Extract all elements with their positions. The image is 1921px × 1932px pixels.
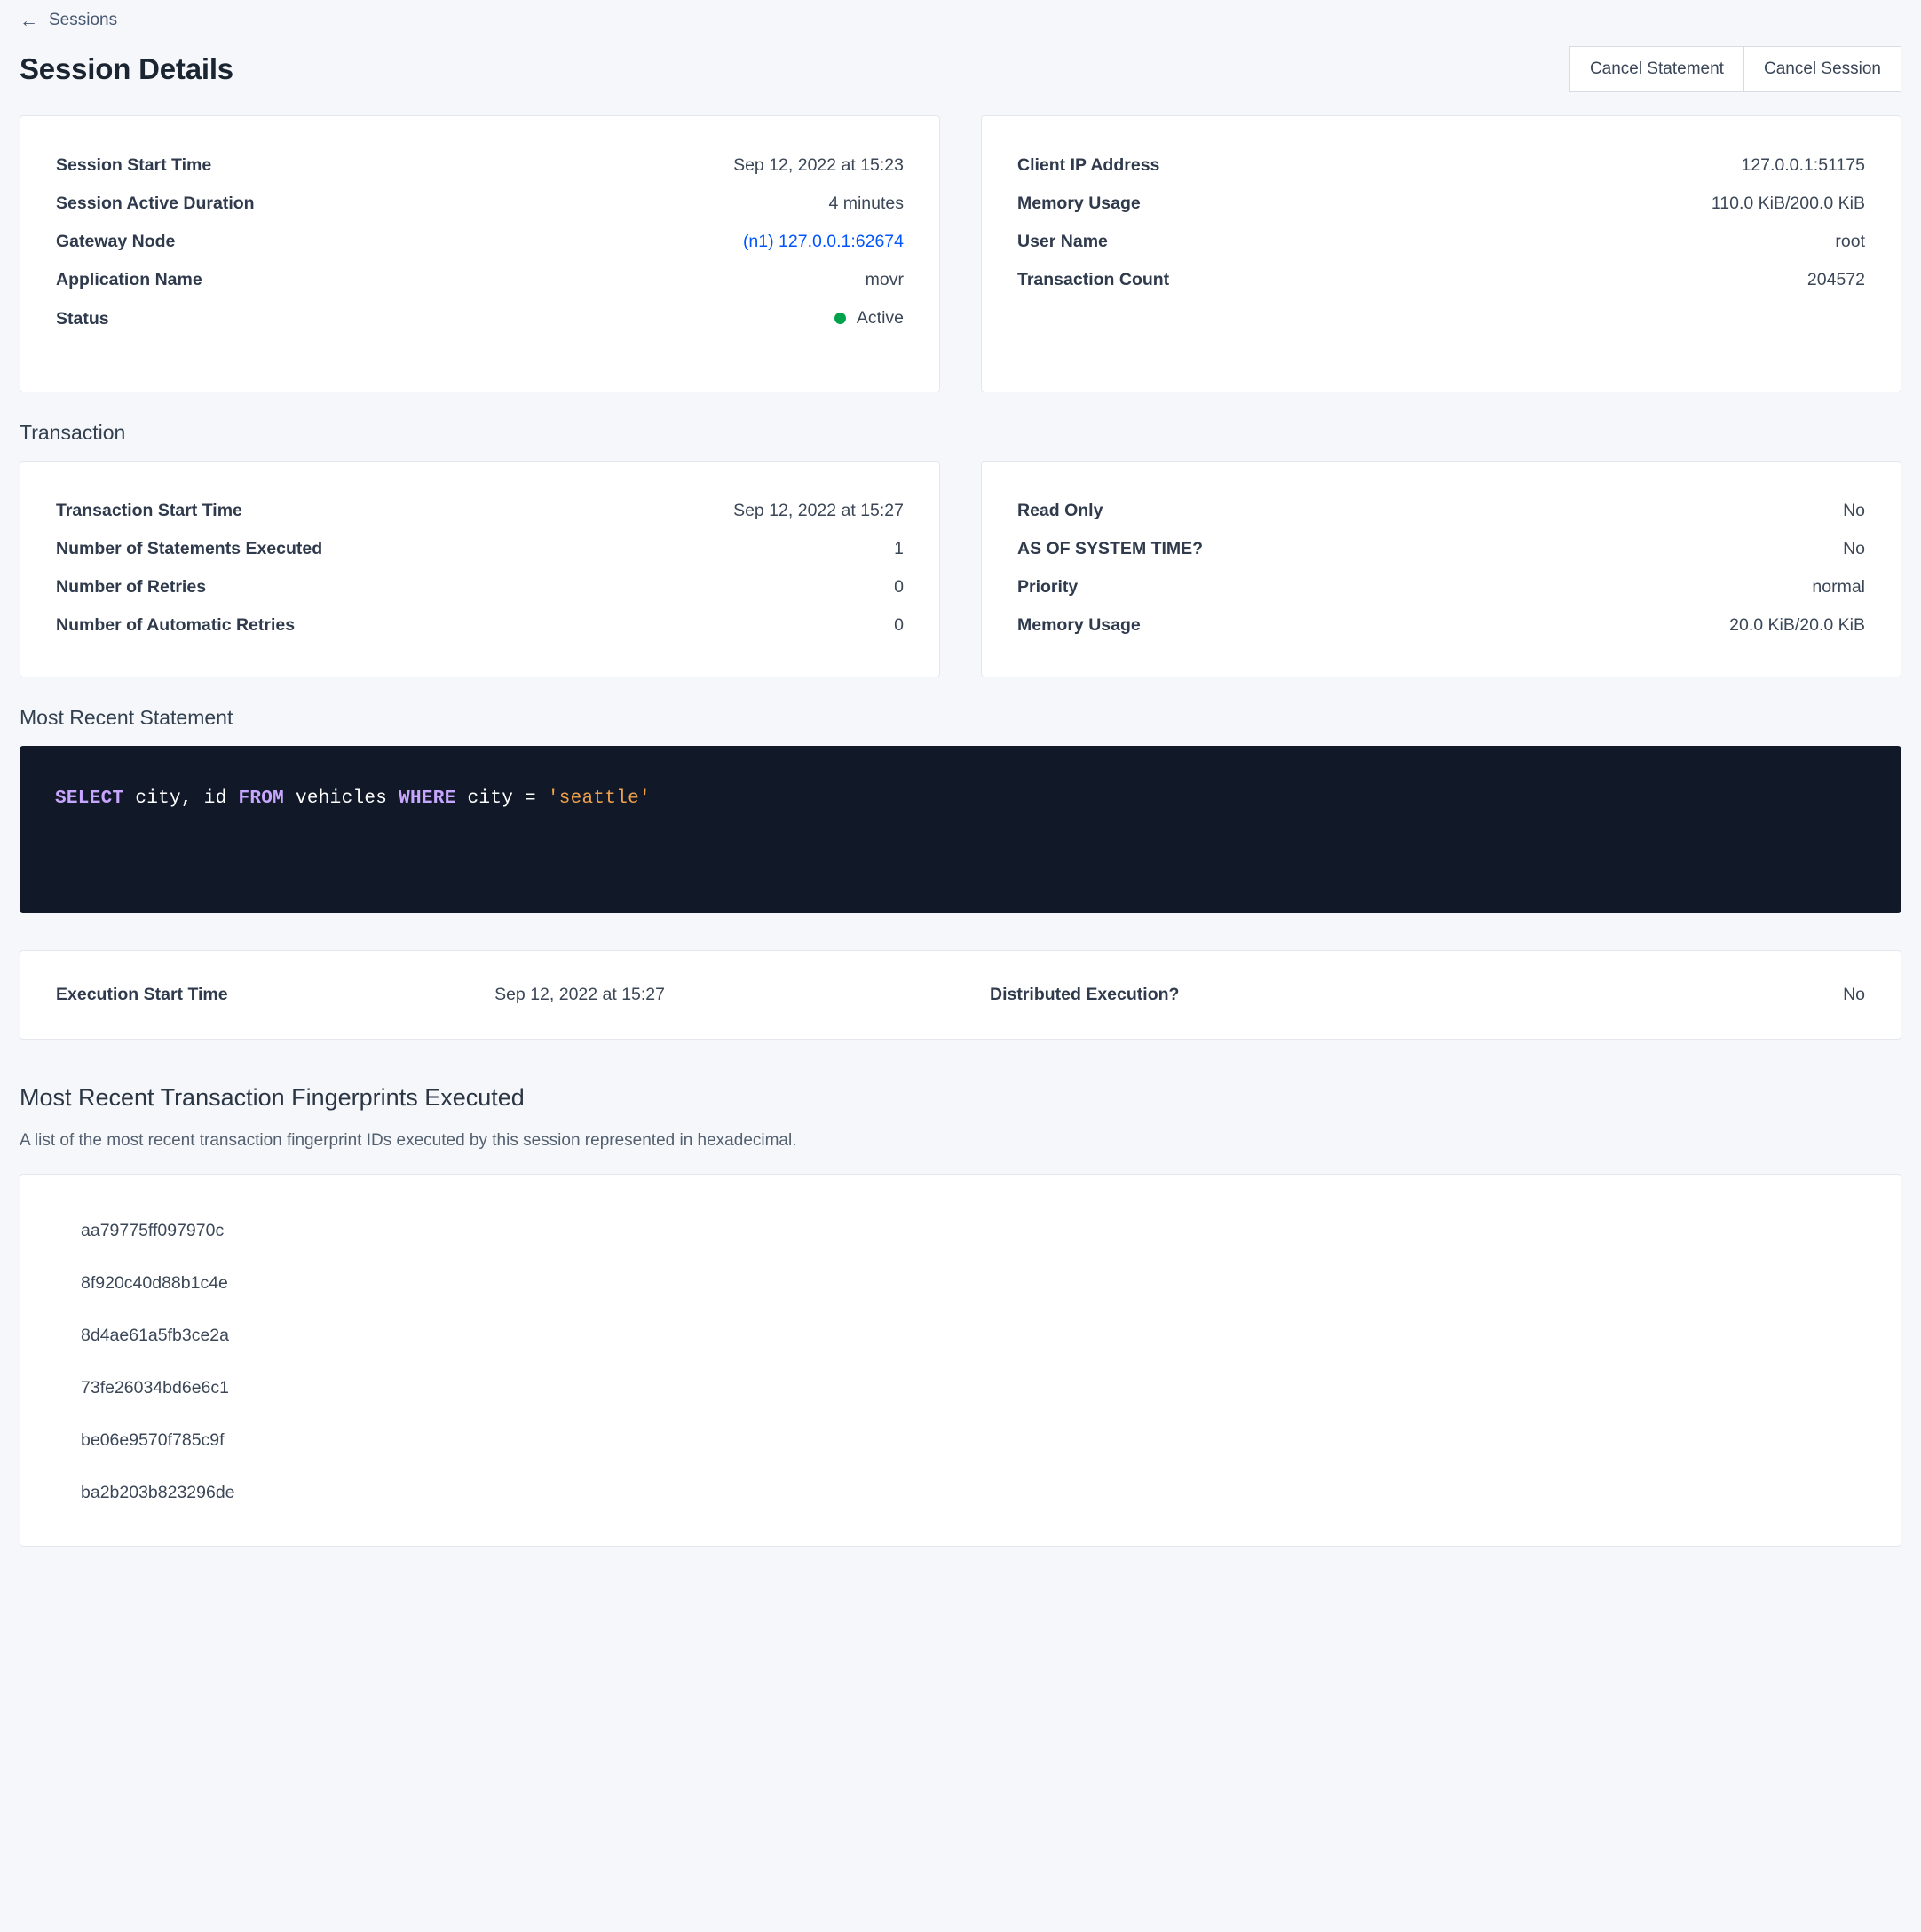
fingerprints-title: Most Recent Transaction Fingerprints Executed <box>20 1084 525 1111</box>
sql-token: SELECT <box>55 788 124 809</box>
detail-label: Read Only <box>1017 501 1103 520</box>
sql-token: WHERE <box>399 788 456 809</box>
detail-label: User Name <box>1017 232 1108 251</box>
detail-row <box>56 185 904 223</box>
sql-token: city = <box>455 788 548 809</box>
detail-value-link[interactable]: (n1) 127.0.0.1:62674 <box>742 232 904 251</box>
transaction-details-card <box>20 461 940 677</box>
detail-label: Session Start Time <box>56 155 212 175</box>
sql-token: vehicles <box>284 788 399 809</box>
detail-label: Number of Statements Executed <box>56 539 323 558</box>
detail-row <box>56 223 904 261</box>
header-actions <box>1569 46 1901 92</box>
detail-label: Transaction Count <box>1017 270 1170 289</box>
detail-label: Memory Usage <box>1017 615 1141 635</box>
status-badge <box>834 308 904 329</box>
detail-label: Gateway Node <box>56 232 176 251</box>
detail-value: 0 <box>894 615 904 635</box>
detail-value: Sep 12, 2022 at 15:23 <box>733 155 904 175</box>
detail-row <box>1017 261 1865 299</box>
detail-row <box>1017 606 1865 645</box>
list-item: 73fe26034bd6e6c1 <box>81 1378 229 1398</box>
list-item: 8f920c40d88b1c4e <box>81 1273 228 1293</box>
detail-value: No <box>1843 539 1865 558</box>
sql-statement-block <box>20 746 1901 913</box>
detail-value: 204572 <box>1806 270 1865 289</box>
fingerprints-card <box>20 1174 1901 1547</box>
page-title: Session Details <box>20 52 233 85</box>
detail-row <box>1017 568 1865 606</box>
sql-token: 'seattle' <box>547 788 651 809</box>
session-connection-card <box>981 115 1901 392</box>
detail-value: root <box>1835 232 1865 251</box>
detail-value: movr <box>865 270 904 289</box>
list-item: aa79775ff097970c <box>81 1221 225 1240</box>
status-dot-icon <box>834 313 846 324</box>
page-header <box>20 30 1901 115</box>
list-item: 8d4ae61a5fb3ce2a <box>81 1326 229 1345</box>
detail-value: 110.0 KiB/200.0 KiB <box>1711 194 1865 213</box>
status-label: Active <box>856 308 904 328</box>
detail-value: normal <box>1812 577 1865 597</box>
detail-row <box>56 261 904 299</box>
detail-label: Priority <box>1017 577 1079 597</box>
transaction-row <box>20 461 1901 677</box>
cancel-session-button[interactable]: Cancel Session <box>1743 46 1901 92</box>
detail-row <box>1017 223 1865 261</box>
detail-label: Client IP Address <box>1017 155 1160 175</box>
detail-row <box>1017 492 1865 530</box>
cancel-statement-button[interactable]: Cancel Statement <box>1569 46 1743 92</box>
session-overview-row <box>20 115 1901 392</box>
detail-label: Transaction Start Time <box>56 501 242 520</box>
detail-label: Session Active Duration <box>56 194 255 213</box>
detail-row <box>1017 530 1865 568</box>
list-item: ba2b203b823296de <box>81 1483 235 1502</box>
detail-value: 127.0.0.1:51175 <box>1741 155 1865 175</box>
detail-row <box>56 606 904 645</box>
detail-value: No <box>1843 501 1865 520</box>
execution-start-time-label: Execution Start Time <box>56 985 228 1004</box>
transaction-properties-card <box>981 461 1901 677</box>
transaction-section-title: Transaction <box>20 421 126 444</box>
detail-row <box>1017 146 1865 185</box>
breadcrumb-label[interactable]: Sessions <box>49 11 118 29</box>
detail-value: Sep 12, 2022 at 15:27 <box>733 501 904 520</box>
sql-token: FROM <box>238 788 285 809</box>
detail-row <box>56 568 904 606</box>
distributed-execution-row <box>942 985 1865 1005</box>
detail-label: Number of Retries <box>56 577 207 597</box>
detail-row <box>56 146 904 185</box>
arrow-left-icon: ← <box>20 10 38 31</box>
detail-value: 1 <box>894 539 904 558</box>
sql-statement-text <box>55 785 1866 813</box>
detail-value: 4 minutes <box>828 194 904 213</box>
distributed-execution-value: No <box>1843 985 1865 1004</box>
detail-label: Application Name <box>56 270 202 289</box>
detail-label: Number of Automatic Retries <box>56 615 296 635</box>
execution-start-time-row <box>56 985 942 1005</box>
session-details-card <box>20 115 940 392</box>
detail-row <box>1017 185 1865 223</box>
detail-label: AS OF SYSTEM TIME? <box>1017 539 1204 558</box>
breadcrumb[interactable] <box>20 0 1901 30</box>
detail-label: Status <box>56 309 109 329</box>
statement-section-title: Most Recent Statement <box>20 706 233 729</box>
detail-row <box>56 530 904 568</box>
execution-card <box>20 950 1901 1040</box>
detail-value: 0 <box>894 577 904 597</box>
distributed-execution-label: Distributed Execution? <box>990 985 1180 1004</box>
sql-token: city, id <box>123 788 239 809</box>
detail-label: Memory Usage <box>1017 194 1141 213</box>
execution-start-time-value: Sep 12, 2022 at 15:27 <box>494 985 665 1004</box>
detail-row <box>56 492 904 530</box>
list-item: be06e9570f785c9f <box>81 1430 225 1450</box>
detail-row <box>56 299 904 338</box>
fingerprints-description: A list of the most recent transaction fingerprint IDs executed by this session represented in hexadecimal. <box>20 1131 797 1150</box>
detail-value: 20.0 KiB/20.0 KiB <box>1729 615 1865 635</box>
